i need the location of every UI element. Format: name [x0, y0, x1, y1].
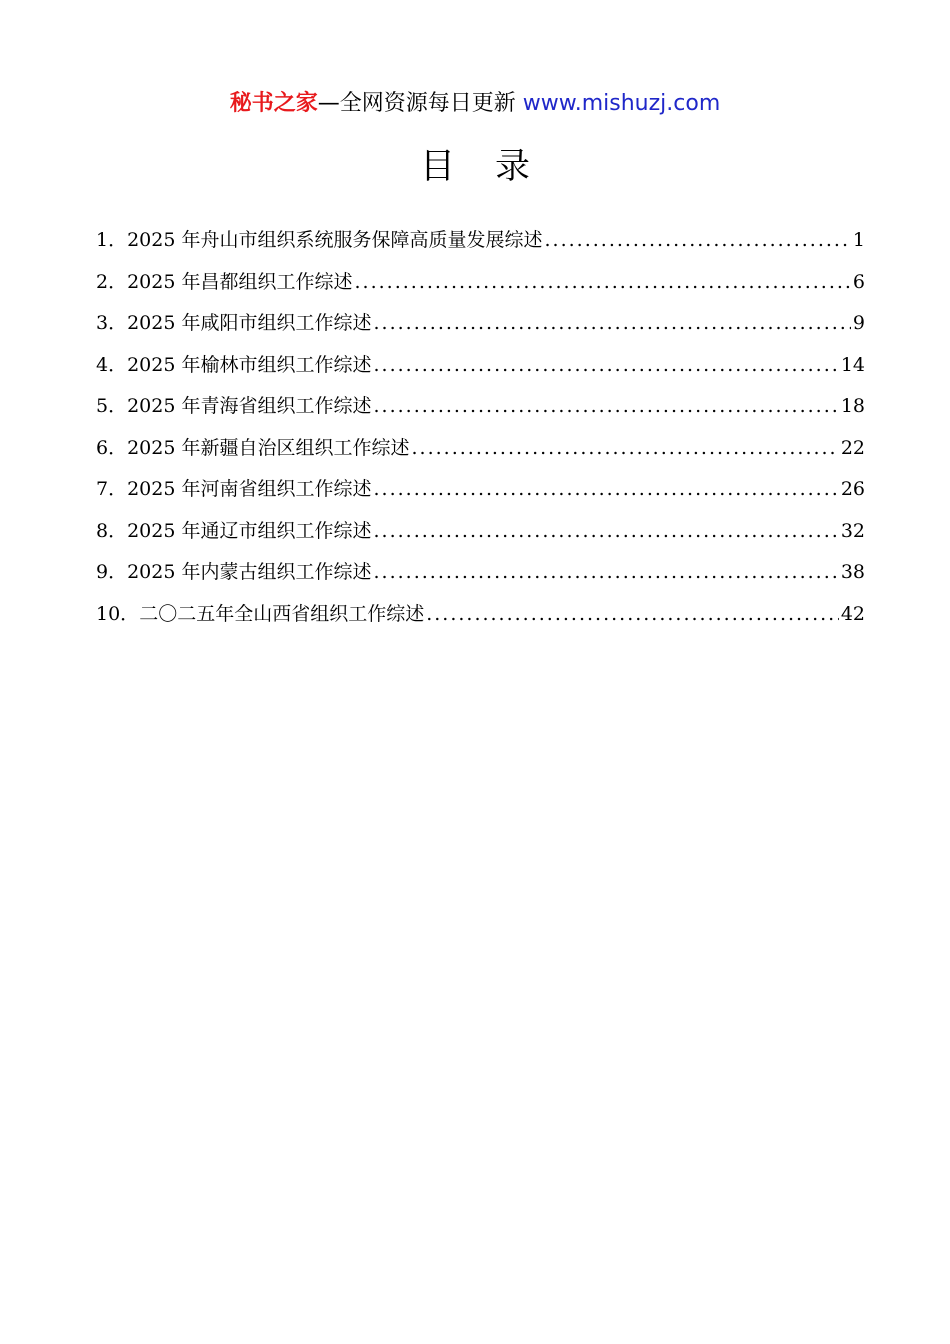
- toc-entry-page: 1: [852, 229, 865, 251]
- toc-entry-title: 二〇二五年全山西省组织工作综述: [139, 602, 425, 625]
- toc-entry-page: 42: [840, 602, 865, 625]
- toc-entry-number: 9．: [96, 561, 128, 583]
- toc-entry-page: 18: [840, 395, 865, 417]
- toc-title: 目录: [419, 147, 570, 187]
- toc-entry[interactable]: [96, 514, 865, 556]
- toc-entry-number: 3．: [96, 312, 128, 334]
- toc-entry-title: 2025 年通辽市组织工作综述: [127, 519, 372, 542]
- toc-dot-leader: [374, 555, 839, 589]
- toc-entry-title: 2025 年河南省组织工作综述: [127, 478, 372, 500]
- toc-entry-title: 2025 年舟山市组织系统服务保障高质量发展综述: [127, 229, 543, 251]
- toc-entry-title: 2025 年咸阳市组织工作综述: [127, 312, 372, 334]
- site-header: [0, 88, 950, 120]
- toc-dot-leader: [374, 514, 839, 548]
- toc-entry-page: 22: [840, 436, 865, 459]
- toc-entry-title: 2025 年新疆自治区组织工作综述: [127, 436, 410, 459]
- toc-dot-leader: [426, 597, 839, 631]
- toc-dot-leader: [545, 223, 851, 257]
- toc-entry-page: 6: [852, 270, 865, 293]
- header-tagline: —全网资源每日更新: [317, 91, 523, 116]
- toc-entry[interactable]: [96, 555, 865, 597]
- toc-entry[interactable]: [96, 431, 865, 473]
- toc-entry-number: 2．: [96, 270, 128, 293]
- toc-entry-page: 14: [840, 353, 865, 376]
- toc-entry-number: 4．: [96, 353, 128, 376]
- toc-entry-title: 2025 年昌都组织工作综述: [127, 270, 353, 293]
- toc-entry-title: 2025 年内蒙古组织工作综述: [127, 561, 372, 583]
- toc-entry[interactable]: [96, 306, 865, 348]
- toc-entry-page: 38: [840, 561, 865, 583]
- toc-dot-leader: [374, 472, 839, 506]
- toc-entry-number: 6．: [96, 436, 128, 459]
- toc-dot-leader: [412, 431, 839, 465]
- toc-entry-number: 1．: [96, 229, 128, 251]
- toc-entry[interactable]: [96, 597, 865, 639]
- toc-entry-number: 5．: [96, 395, 128, 417]
- toc-dot-leader: [374, 389, 839, 423]
- toc-entry-page: 26: [840, 478, 865, 500]
- toc-list: [96, 223, 865, 638]
- toc-entry[interactable]: [96, 472, 865, 514]
- toc-entry-title: 2025 年青海省组织工作综述: [127, 395, 372, 417]
- toc-entry-number: 10．: [96, 602, 140, 625]
- toc-entry-page: 9: [852, 312, 865, 334]
- site-url-link[interactable]: www.mishuzj.com: [522, 91, 721, 116]
- toc-entry-number: 8．: [96, 519, 128, 542]
- toc-dot-leader: [374, 348, 839, 382]
- brand-name: 秘书之家: [229, 91, 318, 116]
- toc-entry-number: 7．: [96, 478, 128, 500]
- toc-dot-leader: [374, 306, 851, 340]
- toc-entry[interactable]: [96, 389, 865, 431]
- toc-entry[interactable]: [96, 223, 865, 265]
- toc-entry-title: 2025 年榆林市组织工作综述: [127, 353, 372, 376]
- toc-entry[interactable]: [96, 265, 865, 307]
- toc-entry-page: 32: [840, 519, 865, 542]
- toc-dot-leader: [355, 265, 851, 299]
- toc-entry[interactable]: [96, 348, 865, 390]
